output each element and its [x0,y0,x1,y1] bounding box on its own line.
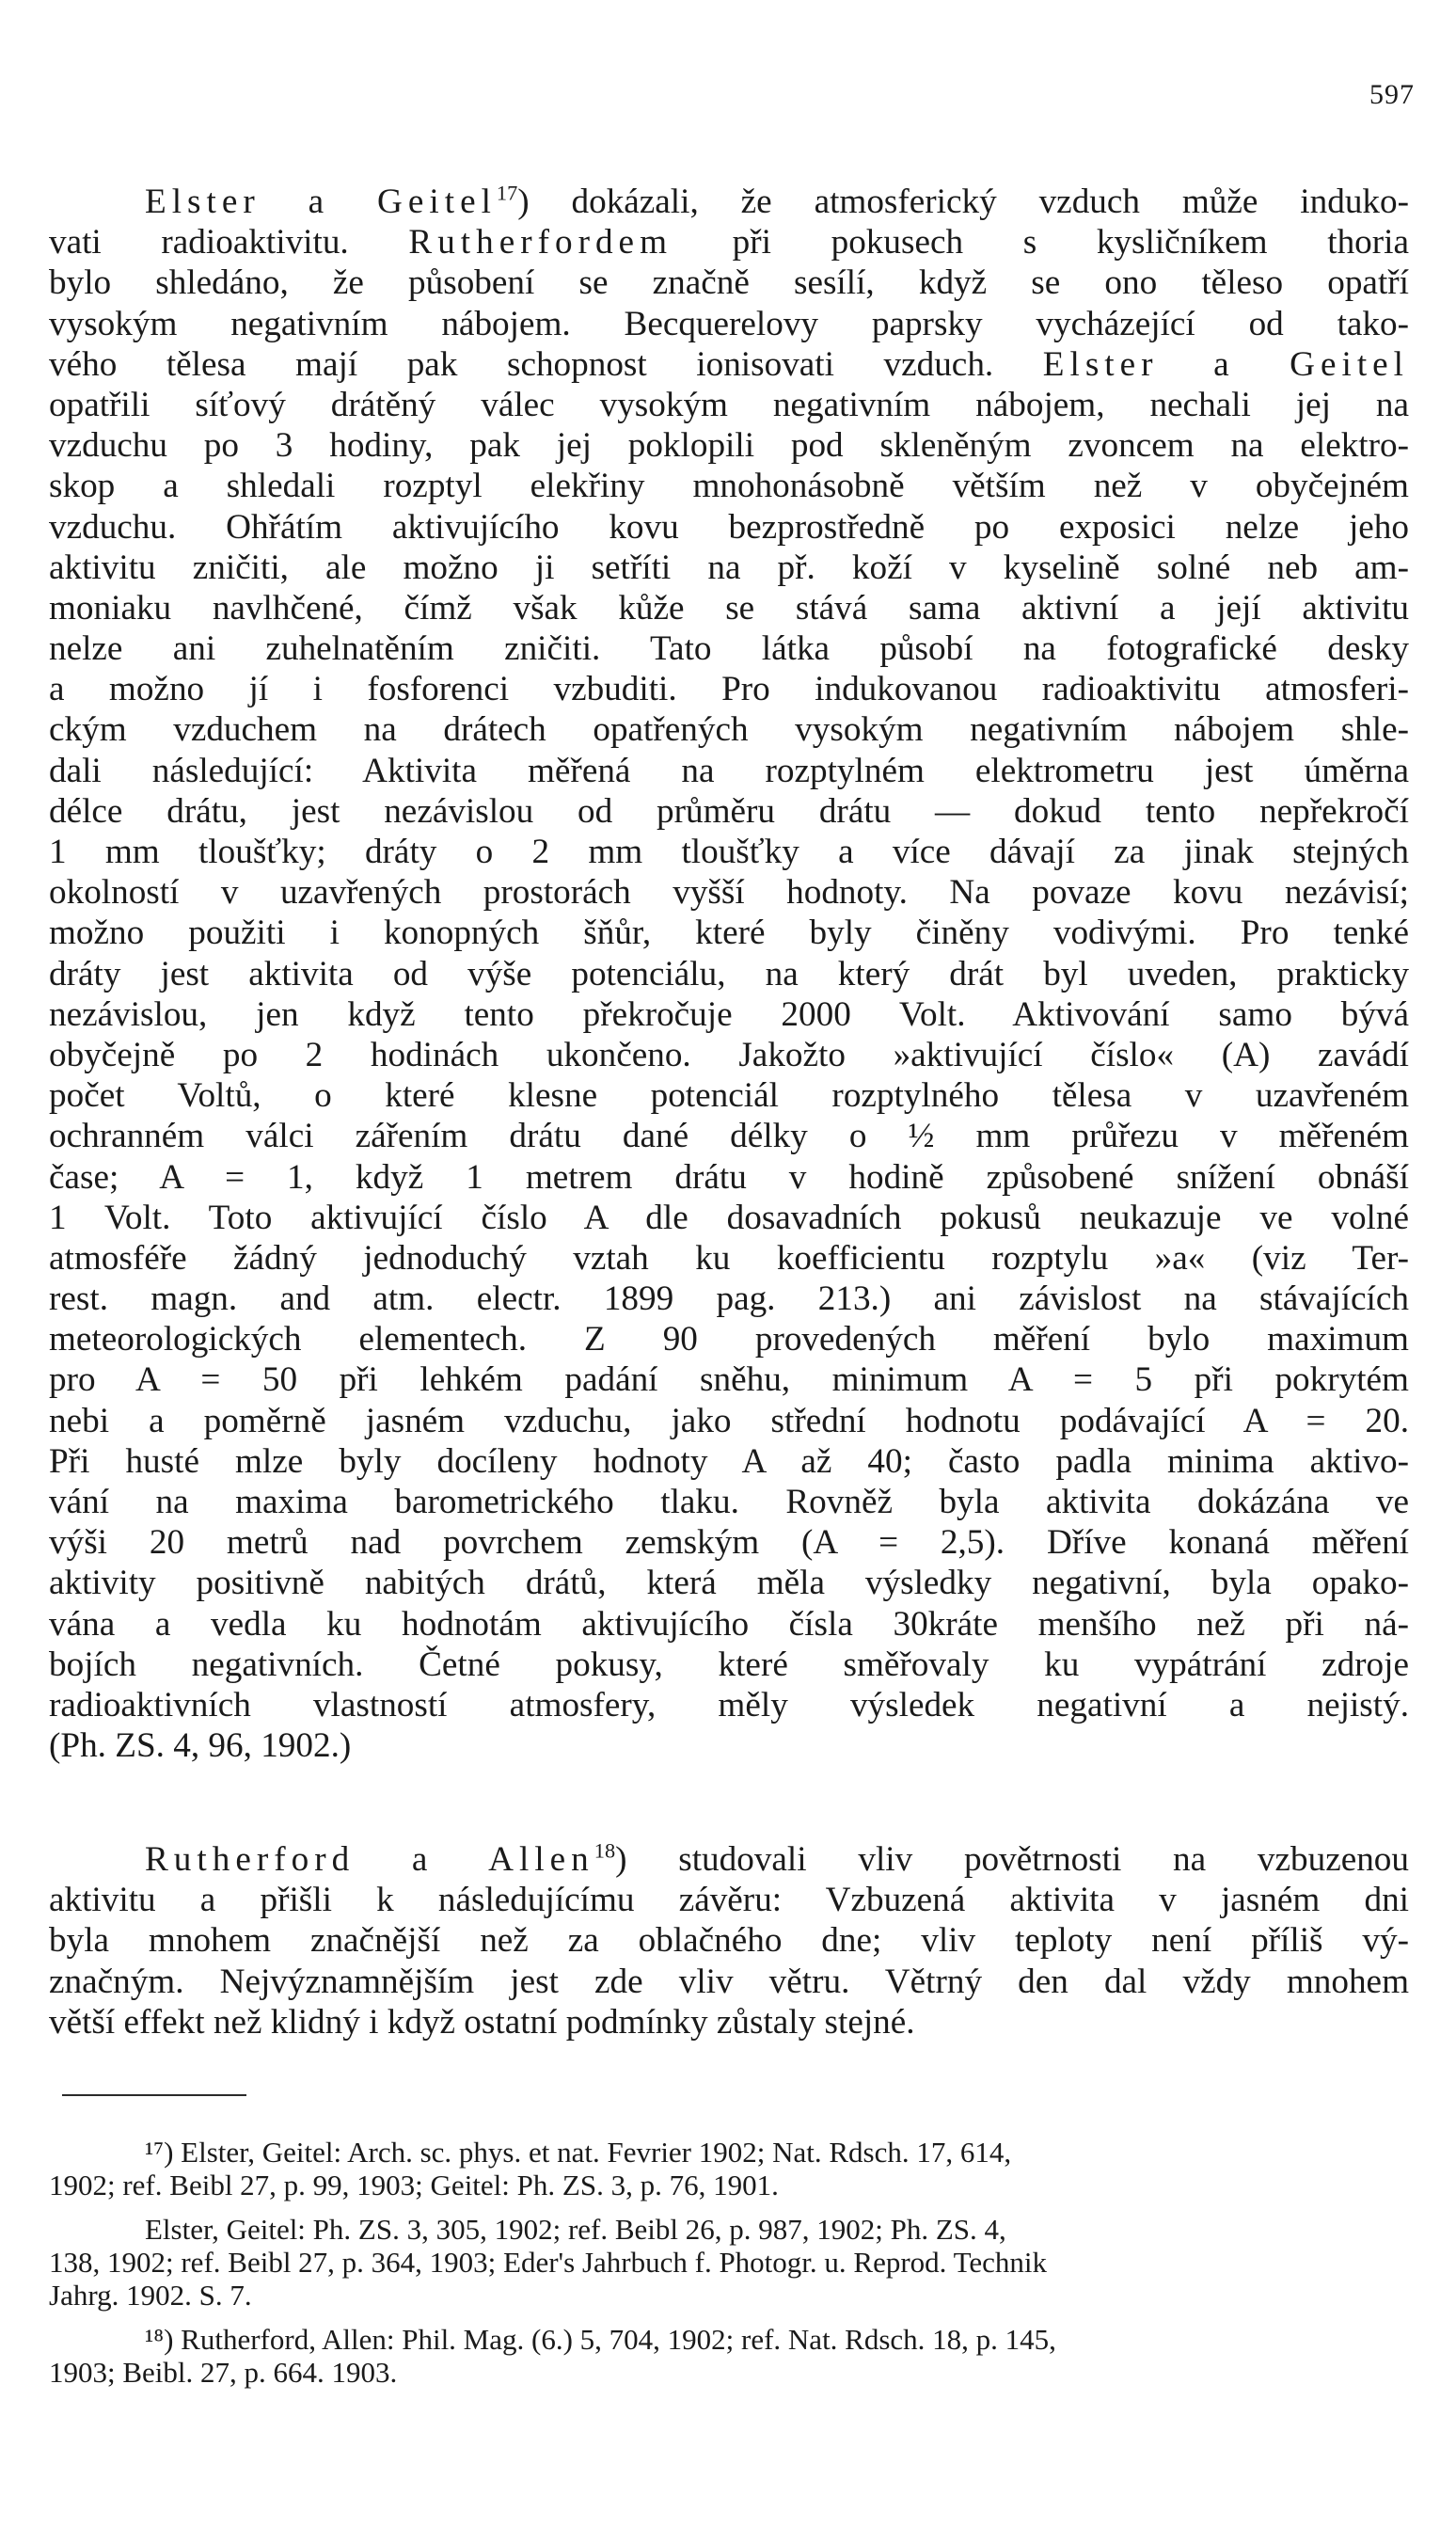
text-line [49,913,1409,953]
text-line [49,994,1409,1035]
line-text: rest. magn. and atm. electr. 1899 pag. 213.) ani závislost na stávajících [49,1279,1409,1319]
text-line [49,1075,1409,1116]
text-line [49,1157,1409,1198]
line-text: bojích negativních. Četné pokusy, které směřovaly ku vypátrání zdroje [49,1645,1409,1684]
text-line [49,425,1409,466]
text-line [49,872,1409,913]
text-line [49,1401,1409,1441]
author-names: Rutherford a Allen [145,1840,594,1879]
text-line [49,182,1409,222]
line-text: vána a vedla ku hodnotám aktivujícího čísla 30kráte menšího než při ná- [49,1604,1409,1644]
line-text: aktivitu zničiti, ale možno ji setříti na př. koží v kyselině solné neb am- [49,548,1409,587]
text-line [49,1359,1409,1400]
line-text: vzduchu po 3 hodiny, pak jej poklopili pod skleněným zvoncem na elektro- [49,426,1409,466]
text-line [49,1279,1409,1319]
text-line [49,1441,1409,1482]
footnote-divider [62,2094,246,2096]
line-text: 1 mm tloušťky; dráty o 2 mm tloušťky a více dávají za jinak stejných [49,833,1409,871]
line-text: možno použiti i konopných šňůr, které byly činěny vodivými. Pro tenké [49,914,1409,953]
line-text: nezávislou, jen když tento překročuje 2000 Volt. Aktivování samo bývá [49,994,1409,1034]
text-line [49,588,1409,628]
line-text: Při husté mlze byly docíleny hodnoty A až 40; často padla minima aktivo- [49,1441,1409,1481]
line-text: ckým vzduchem na drátech opatřených vysokým negativním nábojem shle- [49,710,1409,750]
line-text: ) dokázali, že atmosferický vzduch může induko- [517,183,1409,221]
line-text: moniaku navlhčené, čímž však kůže se stává sama aktivní a její aktivitu [49,588,1409,628]
text-line [49,791,1409,832]
text-line [49,1482,1409,1522]
text-line [49,1522,1409,1563]
line-text: větší effekt než klidný i když ostatní podmínky zůstaly stejné. [49,2002,915,2042]
line-text: nebi a poměrně jasném vzduchu, jako střední hodnotu podávající A = 20. [49,1401,1409,1440]
text-line [49,1880,1409,1920]
text-line [49,1198,1409,1238]
line-text: skop a shledali rozptyl elekřiny mnohonásobně větším než v obyčejném [49,467,1409,506]
line-text: radioaktivních vlastností atmosfery, měly výsledek negativní a nejistý. [49,1685,1409,1724]
author-names: Elster a Geitel [1042,344,1409,384]
line-text: vati radioaktivitu. [49,223,409,262]
line-text: byla mnohem značnější než za oblačného dne; vliv teploty není příliš vý- [49,1921,1409,1961]
text-line [49,669,1409,709]
text-line [49,1839,1409,1880]
text-line [49,344,1409,385]
page-number: 597 [1369,79,1415,110]
line-text: značným. Nejvýznamnějším jest zde vliv větru. Větrný den dal vždy mnohem [49,1962,1409,2001]
footnotes [49,2136,1409,2389]
footnote-line: Elster, Geitel: Ph. ZS. 3, 305, 1902; ref. Beibl 26, p. 987, 1902; Ph. ZS. 4, [145,2213,1006,2246]
text-line [49,1563,1409,1603]
text-line [49,1035,1409,1075]
author-names: Rutherfordem [408,223,673,262]
line-text: vzduchu. Ohřátím aktivujícího kovu bezprostředně po exposici nelze jeho [49,507,1409,547]
paragraph-1 [49,182,1409,1766]
text-line [49,751,1409,791]
text-line [49,304,1409,344]
text-line [49,709,1409,750]
text-line [49,507,1409,548]
footnote-ref: 18 [593,1838,616,1863]
line-text: obyčejně po 2 hodinách ukončeno. Jakožto »aktivující číslo« (A) zavádí [49,1035,1409,1074]
footnote-line: 1903; Beibl. 27, p. 664. 1903. [49,2356,398,2389]
text-line [49,954,1409,994]
author-names: Elster a Geitel [145,183,497,221]
line-text: aktivitu a přišli k následujícímu závěru: Vzbuzená aktivita v jasném dni [49,1881,1409,1920]
text-line [49,1238,1409,1279]
line-text: okolností v uzavřených prostorách vyšší hodnoty. Na povaze kovu nezávisí; [49,873,1409,913]
footnote [49,2136,1409,2201]
paragraph-2 [49,1839,1409,2042]
text-line [49,466,1409,506]
line-text: délce drátu, jest nezávislou od průměru drátu — dokud tento nepřekročí [49,791,1409,831]
text-line [49,2002,1409,2042]
line-text: (Ph. ZS. 4, 96, 1902.) [49,1726,352,1766]
text-line [49,832,1409,872]
line-text: opatřili síťový drátěný válec vysokým negativním nábojem, nechali jej na [49,385,1409,424]
footnote-ref: 17 [496,181,518,205]
line-text: při pokusech s kysličníkem thoria [673,223,1409,262]
text-line [49,385,1409,425]
footnote-line: 138, 1902; ref. Beibl 27, p. 364, 1903; Eder's Jahrbuch f. Photogr. u. Reprod. Technik [49,2246,1048,2279]
footnote-line: ¹⁷) Elster, Geitel: Arch. sc. phys. et nat. Fevrier 1902; Nat. Rdsch. 17, 614, [145,2136,1012,2169]
line-text: ) studovali vliv povětrnosti na vzbuzenou [615,1840,1409,1879]
line-text: meteorologických elementech. Z 90 provedených měření bylo maximum [49,1320,1409,1359]
text-line [49,1962,1409,2002]
line-text: nelze ani zuhelnatěním zničiti. Tato látka působí na fotografické desky [49,629,1409,669]
line-text: počet Voltů, o které klesne potenciál rozptylného tělesa v uzavřeném [49,1076,1409,1116]
text-line [49,1645,1409,1685]
line-text: čase; A = 1, když 1 metrem drátu v hodině způsobené snížení obnáší [49,1157,1409,1197]
text-line [49,548,1409,588]
line-text: vání na maxima barometrického tlaku. Rovněž byla aktivita dokázána ve [49,1483,1409,1521]
text-line [49,1116,1409,1156]
line-text: pro A = 50 při lehkém padání sněhu, minimum A = 5 při pokrytém [49,1360,1409,1400]
line-text: aktivity positivně nabitých drátů, která měla výsledky negativní, byla opako- [49,1564,1409,1603]
line-text: a možno jí i fosforenci vzbuditi. Pro indukovanou radioaktivitu atmosferi- [49,670,1409,709]
line-text: 1 Volt. Toto aktivující číslo A dle dosavadních pokusů neukazuje ve volné [49,1198,1409,1237]
line-text: vysokým negativním nábojem. Becquerelovy paprsky vycházející od tako- [49,304,1409,343]
line-text: výši 20 metrů nad povrchem zemským (A = 2,5). Dříve konaná měření [49,1523,1409,1563]
text-line [49,1319,1409,1359]
line-text: vého tělesa mají pak schopnost ionisovati vzduch. [49,344,1043,384]
line-text: dráty jest aktivita od výše potenciálu, na který drát byl uveden, prakticky [49,954,1409,993]
footnote-line: Jahrg. 1902. S. 7. [49,2279,252,2312]
line-text: ochranném válci zářením drátu dané délky o ½ mm průřezu v měřeném [49,1117,1409,1156]
text-line [49,1920,1409,1961]
text-line [49,1685,1409,1725]
text-line [49,1604,1409,1645]
footnote [49,2323,1409,2389]
line-text: atmosféře žádný jednoduchý vztah ku koefficientu rozptylu »a« (viz Ter- [49,1238,1409,1278]
text-line [49,1725,1409,1766]
line-text: bylo shledáno, že působení se značně sesílí, když se ono těleso opatří [49,263,1409,303]
text-line [49,262,1409,303]
text-line [49,222,1409,262]
footnote-line: ¹⁸) Rutherford, Allen: Phil. Mag. (6.) 5, 704, 1902; ref. Nat. Rdsch. 18, p. 145, [145,2323,1056,2356]
footnote-line: 1902; ref. Beibl 27, p. 99, 1903; Geitel: Ph. ZS. 3, p. 76, 1901. [49,2169,779,2201]
text-line [49,628,1409,669]
footnote [49,2213,1409,2312]
line-text: dali následující: Aktivita měřená na rozptylném elektrometru jest úměrna [49,751,1409,790]
